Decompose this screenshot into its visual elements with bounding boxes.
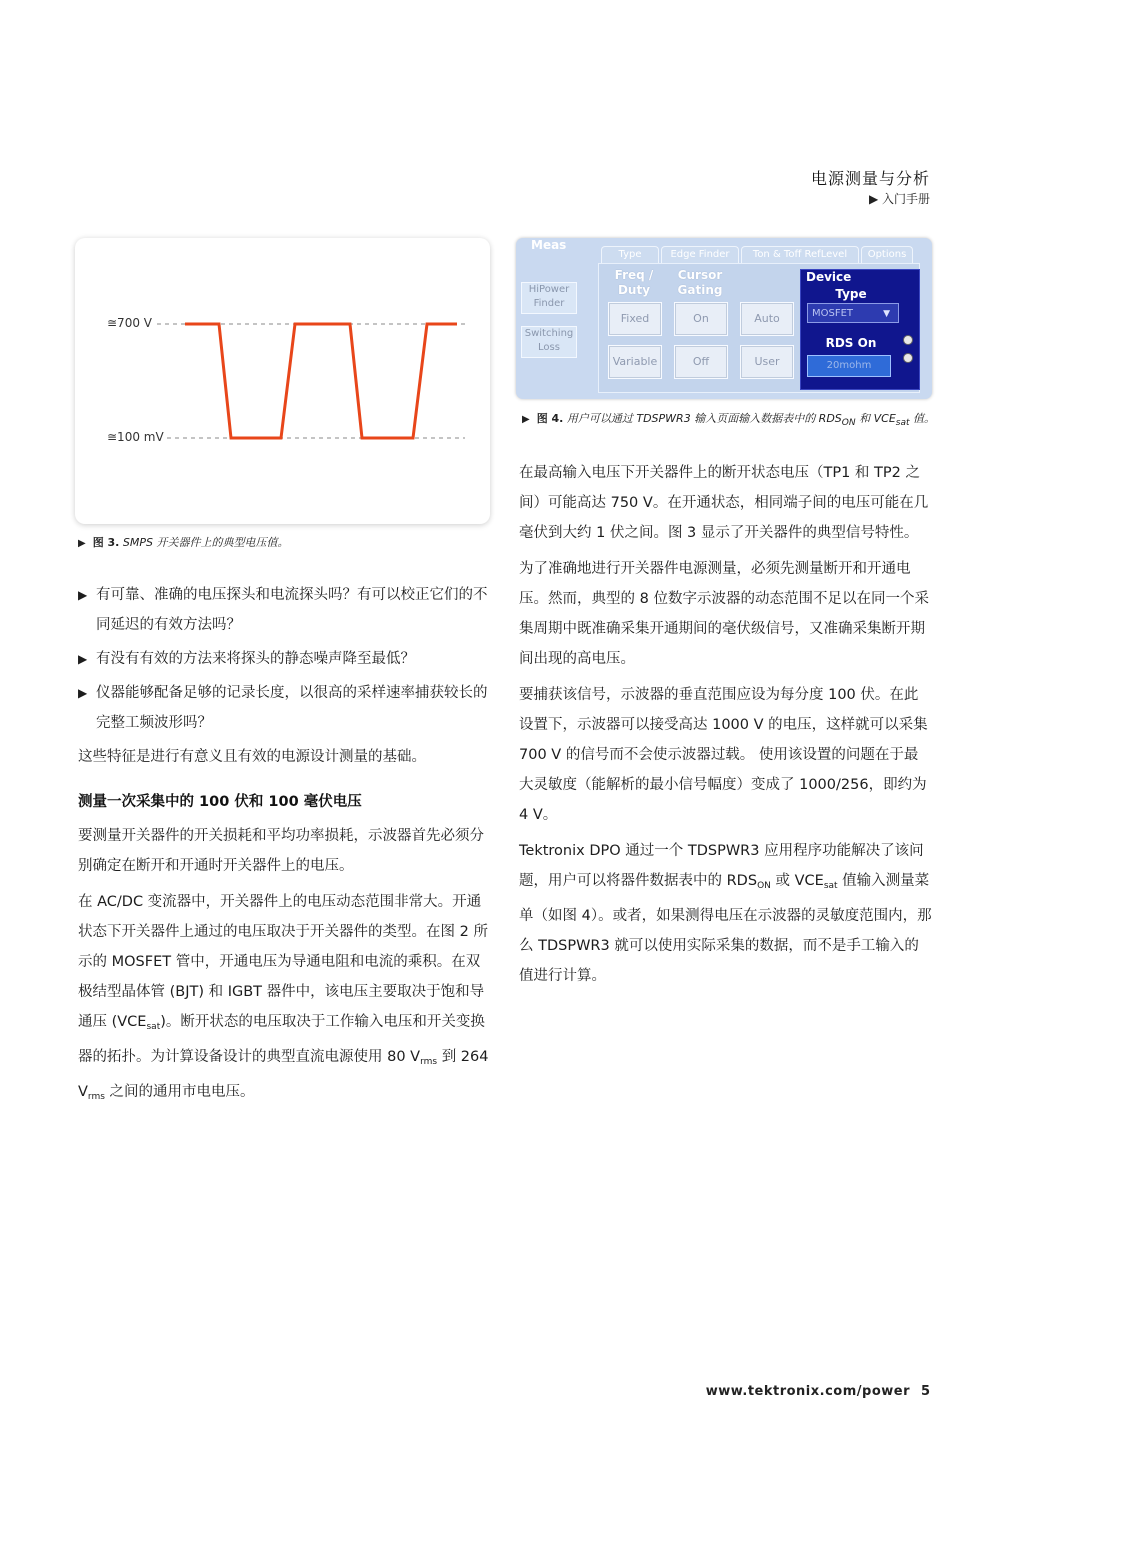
subscript: sat bbox=[146, 1022, 161, 1032]
meas-label: Meas bbox=[531, 238, 567, 252]
freq-label: Freq / bbox=[614, 268, 654, 282]
cursor-label: Cursor bbox=[677, 268, 723, 282]
right-column bbox=[519, 458, 932, 991]
rds-on-label: RDS On bbox=[825, 336, 877, 350]
gating-off-button[interactable]: Off bbox=[674, 345, 728, 379]
text-span: 在 AC/DC 变流器中，开关器件上的电压动态范围非常大。开通状态下开关器件上通过的电压取决于开关器件的类型。在图 2 所示的 MOSFET 管中，开通电压为导通电阻和电流的乘积。在双极结型晶体管 (BJT) 和 IGBT 器件中，该电压主要取决于饱和导通压 (VCE bbox=[78, 894, 488, 1030]
page-header-title: 电源测量与分析 bbox=[810, 169, 930, 188]
bullet-text: 有没有有效的方法来将探头的静态噪声降至最低？ bbox=[96, 651, 415, 667]
knob-icon bbox=[903, 335, 913, 345]
device-group bbox=[800, 269, 920, 390]
subscript: rms bbox=[87, 1092, 105, 1102]
paragraph: 要捕获该信号，示波器的垂直范围应设为每分度 100 伏。在此设置下，示波器可以接受高达 1000 V 的电压，这样就可以采集 700 V 的信号而不会使示波器过载。 使用该设置的问题在于最大灵敏度（能解析的最小信号幅度）变成了 1000/256，即约为 4 V。 bbox=[519, 687, 928, 823]
user-button[interactable]: User bbox=[740, 345, 794, 379]
auto-button[interactable]: Auto bbox=[740, 302, 794, 336]
paragraph: 为了准确地进行开关器件电源测量，必须先测量断开和开通电压。然而，典型的 8 位数字示波器的动态范围不足以在同一个采集周期中既准确采集开通期间的毫伏级信号，又准确采集断开期间出现的高电压。 bbox=[519, 561, 929, 667]
figure-3-caption-text: SMPS 开关器件上的典型电压值。 bbox=[122, 536, 289, 549]
text-span: 到 264 V bbox=[78, 1049, 489, 1100]
label-100mv: ≅100 mV bbox=[107, 430, 164, 444]
fixed-button[interactable]: Fixed bbox=[608, 302, 662, 336]
bullet-arrow-icon: ▶ bbox=[78, 652, 88, 666]
device-type-select[interactable] bbox=[807, 303, 899, 323]
variable-button[interactable]: Variable bbox=[608, 345, 662, 379]
page-header-subtitle: ▶ 入门手册 bbox=[868, 192, 930, 206]
paragraph bbox=[519, 836, 932, 991]
paragraph: 要测量开关器件的开关损耗和平均功率损耗，示波器首先必须分别确定在断开和开通时开关器件上的电压。 bbox=[78, 828, 484, 874]
text-span: 或 VCE bbox=[770, 873, 824, 889]
cursor-gating-group-label bbox=[672, 268, 728, 298]
caption-subscript: ON bbox=[841, 418, 856, 428]
subscript: ON bbox=[757, 881, 771, 891]
gating-on-button[interactable]: On bbox=[674, 302, 728, 336]
switching-label: Switching bbox=[524, 328, 574, 339]
figure-3-caption: ▶ 图 3. SMPS 开关器件上的典型电压值。 bbox=[78, 536, 289, 549]
type-label: Type bbox=[835, 287, 867, 301]
device-label: Device bbox=[806, 270, 852, 284]
tab-ton-toff-reflevel[interactable]: Ton & Toff RefLevel bbox=[741, 246, 859, 263]
rds-on-input[interactable]: 20mohm bbox=[807, 355, 891, 377]
tab-options[interactable]: Options bbox=[861, 246, 913, 263]
left-column bbox=[78, 580, 490, 1112]
gating-label: Gating bbox=[677, 283, 723, 297]
finder-label: Finder bbox=[533, 298, 565, 309]
paragraph: 在最高输入电压下开关器件上的断开状态电压（TP1 和 TP2 之间）可能高达 750 V。在开通状态，相同端子间的电压可能在几毫伏到大约 1 伏之间。图 3 显示了开关器件的典型信号特性。 bbox=[519, 465, 929, 541]
figure-4-meas-panel bbox=[516, 238, 932, 399]
chevron-down-icon: ▼ bbox=[883, 309, 890, 319]
section-heading: 测量一次采集中的 100 伏和 100 毫伏电压 bbox=[78, 794, 362, 810]
figure-4-number: 图 4. bbox=[536, 412, 564, 425]
knob-icon bbox=[903, 353, 913, 363]
bullet-text: 仪器能够配备足够的记录长度，以很高的采样速率捕获较长的完整工频波形吗？ bbox=[96, 685, 488, 731]
text-span: 之间的通用市电电压。 bbox=[104, 1084, 255, 1100]
paragraph bbox=[78, 887, 490, 1112]
switching-loss-button[interactable] bbox=[521, 326, 577, 358]
hipower-finder-button[interactable] bbox=[521, 282, 577, 314]
page-number: 5 bbox=[921, 1384, 931, 1399]
figure-4-caption-text: 用户可以通过 TDSPWR3 输入页面输入数据表中的 RDS bbox=[566, 412, 842, 425]
text-span: Tektronix DPO 通过一个 TDSPWR3 应用程序功能解决了该问题，用户可以将器件数据表中的 RDS bbox=[519, 843, 924, 889]
figure-4-caption-text: 值。 bbox=[909, 412, 936, 425]
figure-3-number: 图 3. bbox=[92, 536, 120, 549]
subscript: rms bbox=[420, 1057, 438, 1067]
figure-4-caption-text: 和 VCE bbox=[855, 412, 896, 425]
text-span: 值输入测量菜单（如图 4）。或者，如果测得电压在示波器的灵敏度范围内，那么 TDSPWR3 就可以使用实际采集的数据，而不是手工输入的值进行计算。 bbox=[519, 873, 932, 984]
text-span: )。断开状态的电压取决于工作输入电压和开关变换器的拓扑。为计算设备设计的典型直流电源使用 80 V bbox=[78, 1014, 485, 1065]
figure-4-caption: ▶ 图 4. 用户可以通过 TDSPWR3 输入页面输入数据表中的 $RDS_{ON}$ 和 $VCE_{sat}$ 值。 bbox=[522, 412, 936, 428]
bullet-text: 有可靠、准确的电压探头和电流探头吗？有可以校正它们的不同延迟的有效方法吗？ bbox=[96, 587, 488, 633]
list-item bbox=[78, 678, 490, 738]
list-item bbox=[78, 644, 490, 674]
device-type-value: MOSFET bbox=[812, 308, 854, 319]
summary-paragraph: 这些特征是进行有意义且有效的电源设计测量的基础。 bbox=[78, 749, 426, 765]
duty-label: Duty bbox=[617, 283, 651, 297]
switching-waveform bbox=[185, 324, 457, 438]
label-700v: ≅700 V bbox=[107, 316, 152, 330]
subscript: sat bbox=[823, 881, 838, 891]
freq-duty-group-label bbox=[608, 268, 660, 298]
footer-url[interactable]: www.tektronix.com/power bbox=[705, 1384, 910, 1399]
figure-3-waveform bbox=[75, 238, 490, 524]
tab-edge-finder[interactable]: Edge Finder bbox=[661, 246, 739, 263]
loss-label: Loss bbox=[538, 342, 560, 353]
waveform-chart bbox=[75, 238, 490, 524]
hipower-label: HiPower bbox=[528, 284, 570, 295]
bullet-arrow-icon: ▶ bbox=[78, 686, 88, 700]
caption-subscript: sat bbox=[895, 418, 910, 428]
tab-type[interactable]: Type bbox=[601, 246, 659, 263]
list-item bbox=[78, 580, 490, 640]
bullet-arrow-icon: ▶ bbox=[78, 588, 88, 602]
